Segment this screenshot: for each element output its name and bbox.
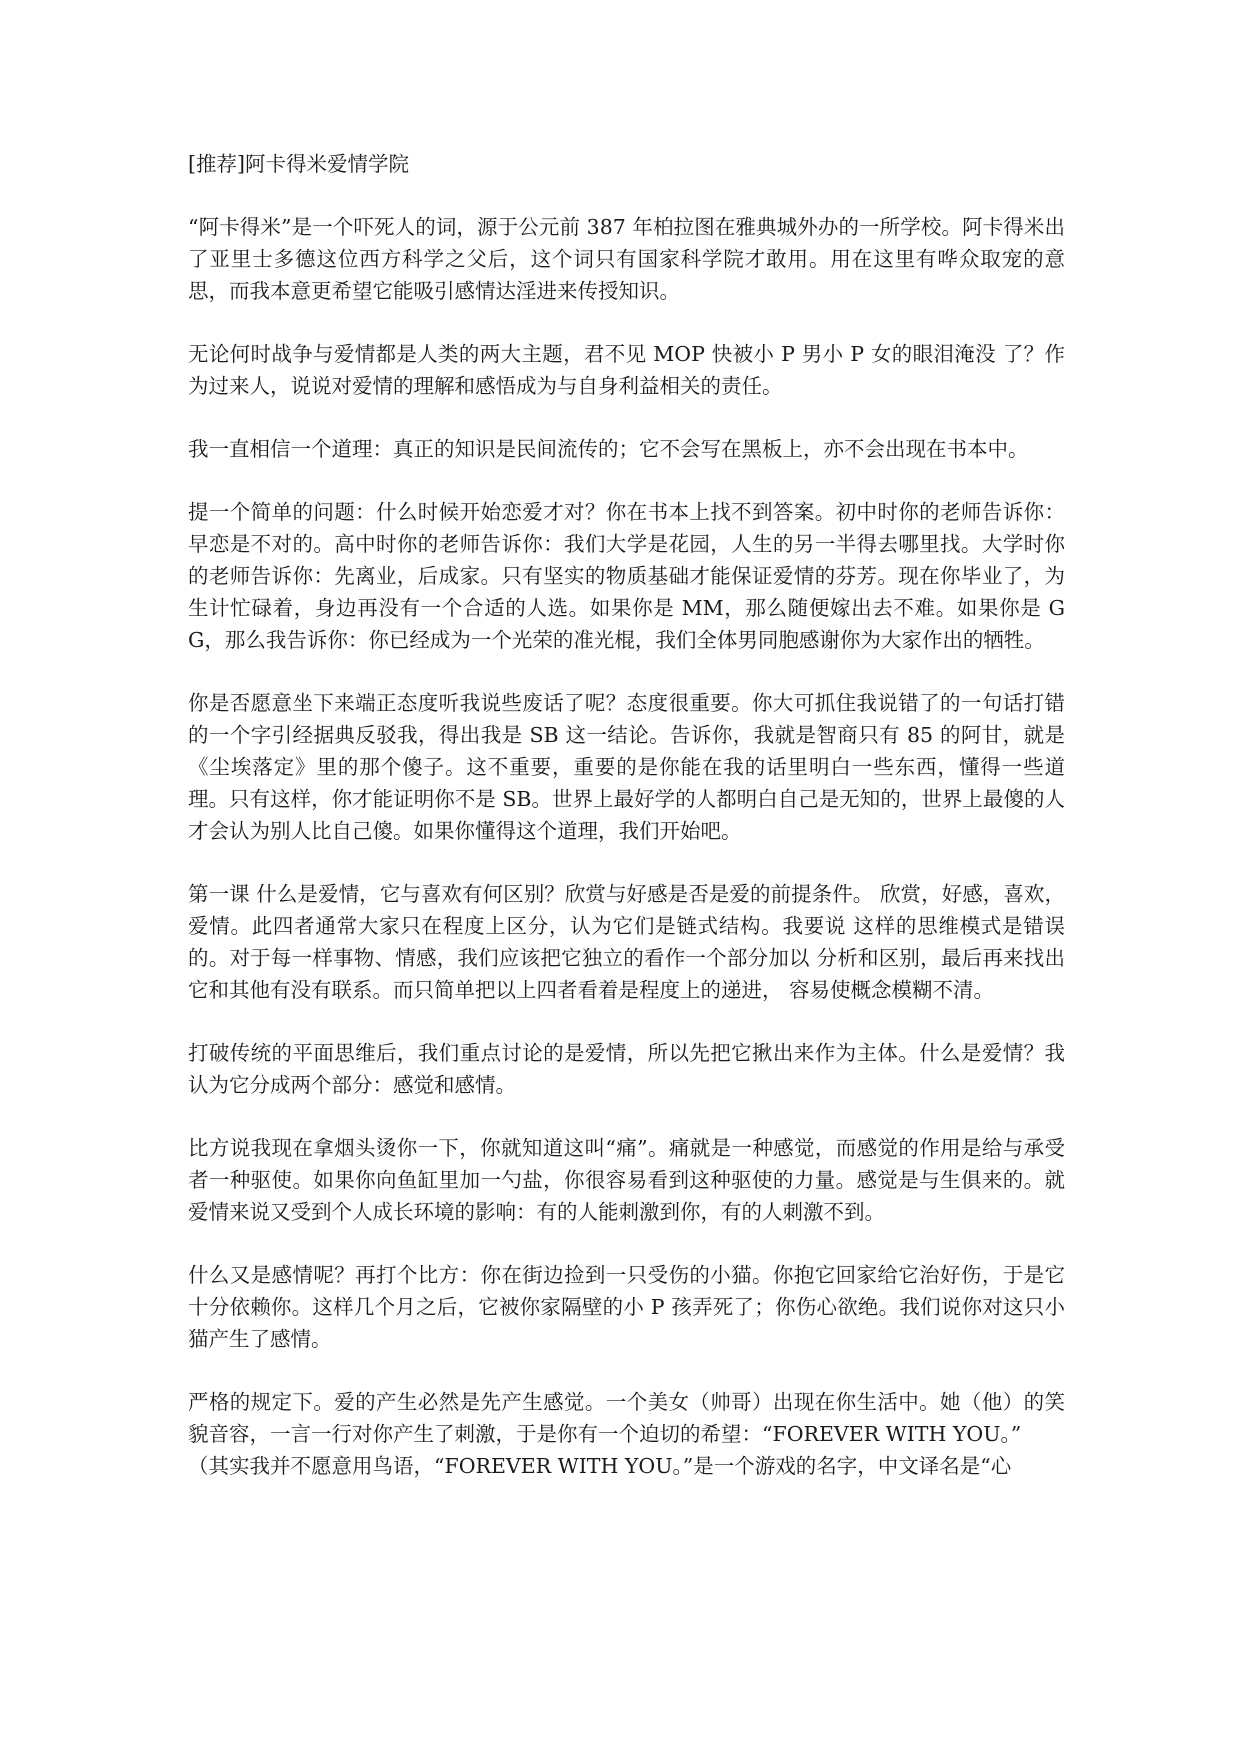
document-title: [推荐]阿卡得米爱情学院 [188, 152, 409, 176]
paragraph: （其实我并不愿意用鸟语，“FOREVER WITH YOU。”是一个游戏的名字，中文译名是“心 [188, 1454, 1012, 1478]
paragraph: 你是否愿意坐下来端正态度听我说些废话了呢？态度很重要。你大可抓住我说错了的一句话打错的一个字引经据典反驳我，得出我是 SB 这一结论。告诉你，我就是智商只有 85 的阿甘，就是《尘埃落定》里的那个傻子。这不重要，重要的是你能在我的话里明白一些东西，懂得一些道理。只有这样，你才能证明你不是 SB。世界上最好学的人都明白自己是无知的，世界上最傻的人才会认为别人比自己傻。如果你懂得这个道理，我们开始吧。 [188, 691, 1065, 843]
paragraph: 提一个简单的问题：什么时候开始恋爱才对？你在书本上找不到答案。初中时你的老师告诉你：早恋是不对的。高中时你的老师告诉你：我们大学是花园，人生的另一半得去哪里找。大学时你的老师告诉你：先离业，后成家。只有坚实的物质基础才能保证爱情的芬芳。现在你毕业了，为生计忙碌着，身边再没有一个合适的人选。如果你是 MM，那么随便嫁出去不难。如果你是 GG，那么我告诉你：你已经成为一个光荣的准光棍，我们全体男同胞感谢你为大家作出的牺牲。 [188, 500, 1065, 652]
paragraph: 无论何时战争与爱情都是人类的两大主题，君不见 MOP 快被小 P 男小 P 女的眼泪淹没 了？作为过来人，说说对爱情的理解和感悟成为与自身利益相关的责任。 [188, 342, 1065, 398]
paragraph: 什么又是感情呢？再打个比方：你在街边捡到一只受伤的小猫。你抱它回家给它治好伤，于是它十分依赖你。这样几个月之后，它被你家隔壁的小 P 孩弄死了；你伤心欲绝。我们说你对这只小猫产生了感情。 [188, 1263, 1065, 1351]
paragraph: 我一直相信一个道理：真正的知识是民间流传的；它不会写在黑板上，亦不会出现在书本中。 [188, 437, 1029, 461]
paragraph: 比方说我现在拿烟头烫你一下，你就知道这叫“痛”。痛就是一种感觉，而感觉的作用是给与承受者一种驱使。如果你向鱼缸里加一勺盐，你很容易看到这种驱使的力量。感觉是与生俱来的。就爱情来说又受到个人成长环境的影响：有的人能刺激到你，有的人刺激不到。 [188, 1136, 1065, 1224]
document-body [188, 148, 1065, 1482]
paragraph: 第一课 什么是爱情，它与喜欢有何区别？欣赏与好感是否是爱的前提条件。 欣赏，好感，喜欢，爱情。此四者通常大家只在程度上区分，认为它们是链式结构。我要说 这样的思维模式是错误的。对于每一样事物、情感，我们应该把它独立的看作一个部分加以 分析和区别，最后再来找出它和其他有没有联系。而只简单把以上四者看着是程度上的递进， 容易使概念模糊不清。 [188, 882, 1065, 1002]
paragraph: “阿卡得米”是一个吓死人的词，源于公元前 387 年柏拉图在雅典城外办的一所学校。阿卡得米出了亚里士多德这位西方科学之父后，这个词只有国家科学院才敢用。用在这里有哗众取宠的意思，而我本意更希望它能吸引感情达淫进来传授知识。 [188, 215, 1065, 303]
paragraph: 严格的规定下。爱的产生必然是先产生感觉。一个美女（帅哥）出现在你生活中。她（他）的笑貌音容，一言一行对你产生了刺激，于是你有一个迫切的希望：“FOREVER WITH YOU。” [188, 1390, 1065, 1446]
paragraph: 打破传统的平面思维后，我们重点讨论的是爱情，所以先把它揪出来作为主体。什么是爱情？我认为它分成两个部分：感觉和感情。 [188, 1041, 1065, 1097]
